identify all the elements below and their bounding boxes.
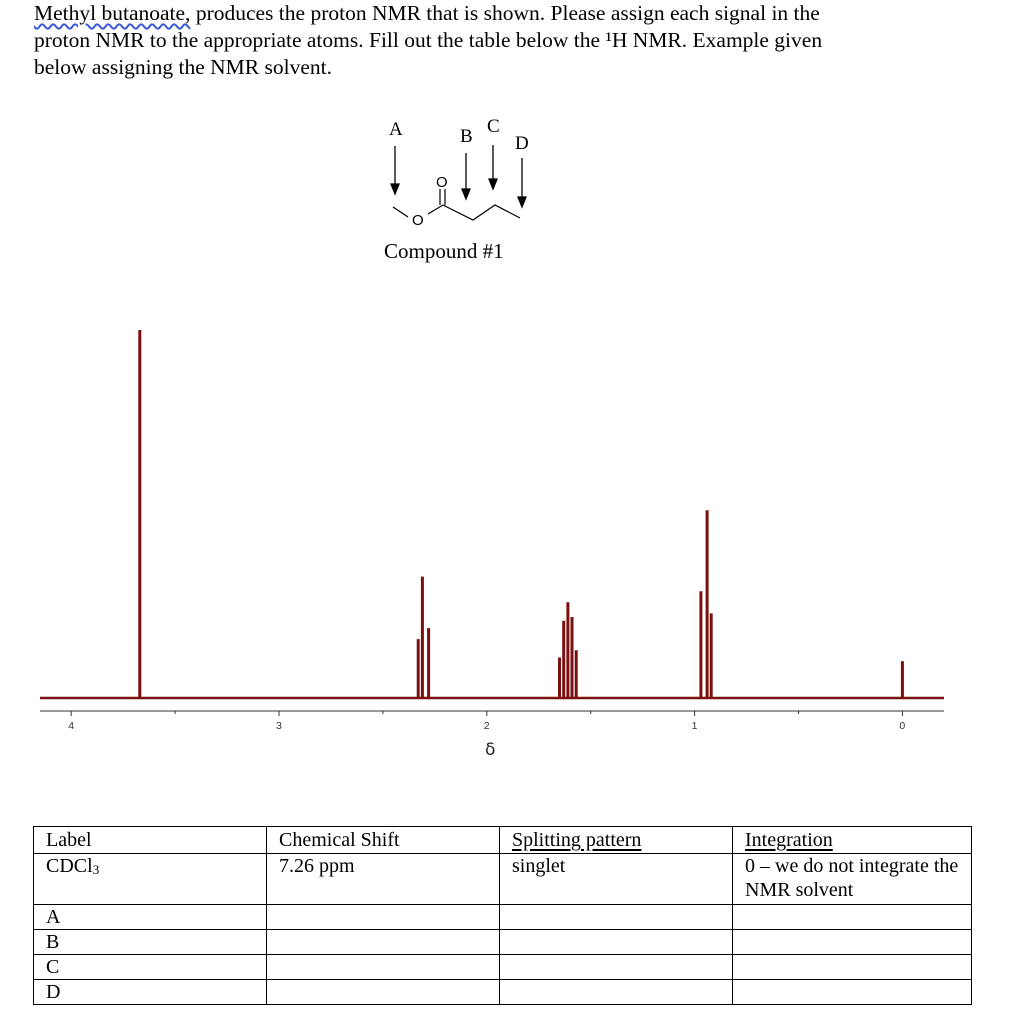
row-label-d: D xyxy=(34,980,267,1005)
row-a-integration-cell[interactable] xyxy=(733,905,972,930)
x-tick-label: 2 xyxy=(483,720,490,732)
x-tick-label: 3 xyxy=(276,720,282,732)
row-b-shift-cell[interactable] xyxy=(267,930,500,955)
example-label: CDCl$_3$ xyxy=(34,854,267,905)
example-shift: 7.26 ppm xyxy=(267,854,500,905)
peak-series xyxy=(140,330,903,698)
table-header-row xyxy=(34,827,972,854)
row-label-b: B xyxy=(34,930,267,955)
x-tick-label: 4 xyxy=(68,720,75,732)
row-a-shift-cell[interactable] xyxy=(267,905,500,930)
table-row xyxy=(34,930,972,955)
compound-name: Methyl butanoate, xyxy=(34,1,191,25)
carbonyl-oxygen: O xyxy=(436,174,448,191)
x-axis-label: δ xyxy=(485,740,496,760)
row-label-c: C xyxy=(34,955,267,980)
row-b-splitting-cell[interactable] xyxy=(500,930,733,955)
prompt-line-3: below assigning the NMR solvent. xyxy=(34,55,332,79)
label-a: A xyxy=(389,119,403,140)
header-label: Label xyxy=(34,827,267,854)
nmr-spectrum xyxy=(40,330,944,760)
row-d-shift-cell[interactable] xyxy=(267,980,500,1005)
prompt-line-2: proton NMR to the appropriate atoms. Fill out the table below the ¹H NMR. Example given xyxy=(34,28,823,52)
table-row xyxy=(34,955,972,980)
prompt-line-1-rest: produces the proton NMR that is shown. Please assign each signal in the xyxy=(190,1,820,25)
header-integration: Integration xyxy=(733,827,972,854)
assignment-arrows xyxy=(391,145,526,207)
row-d-splitting-cell[interactable] xyxy=(500,980,733,1005)
label-c: C xyxy=(487,116,500,137)
header-splitting: Splitting pattern xyxy=(500,827,733,854)
row-c-integration-cell[interactable] xyxy=(733,955,972,980)
row-b-integration-cell[interactable] xyxy=(733,930,972,955)
assignment-table xyxy=(33,826,972,1005)
table-row xyxy=(34,980,972,1005)
ester-oxygen: O xyxy=(412,212,424,229)
x-tick-label: 0 xyxy=(899,720,906,732)
header-chemical-shift: Chemical Shift xyxy=(267,827,500,854)
label-d: D xyxy=(515,133,529,154)
row-d-integration-cell[interactable] xyxy=(733,980,972,1005)
x-axis-ticks xyxy=(68,711,905,732)
x-tick-label: 1 xyxy=(691,720,698,732)
row-c-splitting-cell[interactable] xyxy=(500,955,733,980)
example-row xyxy=(34,854,972,905)
example-integration: 0 – we do not integrate the NMR solvent xyxy=(733,854,972,905)
table-row xyxy=(34,905,972,930)
row-a-splitting-cell[interactable] xyxy=(500,905,733,930)
molecule-structure xyxy=(384,116,529,263)
row-c-shift-cell[interactable] xyxy=(267,955,500,980)
label-b: B xyxy=(460,126,473,147)
row-label-a: A xyxy=(34,905,267,930)
compound-caption: Compound #1 xyxy=(384,239,504,263)
example-splitting: singlet xyxy=(500,854,733,905)
